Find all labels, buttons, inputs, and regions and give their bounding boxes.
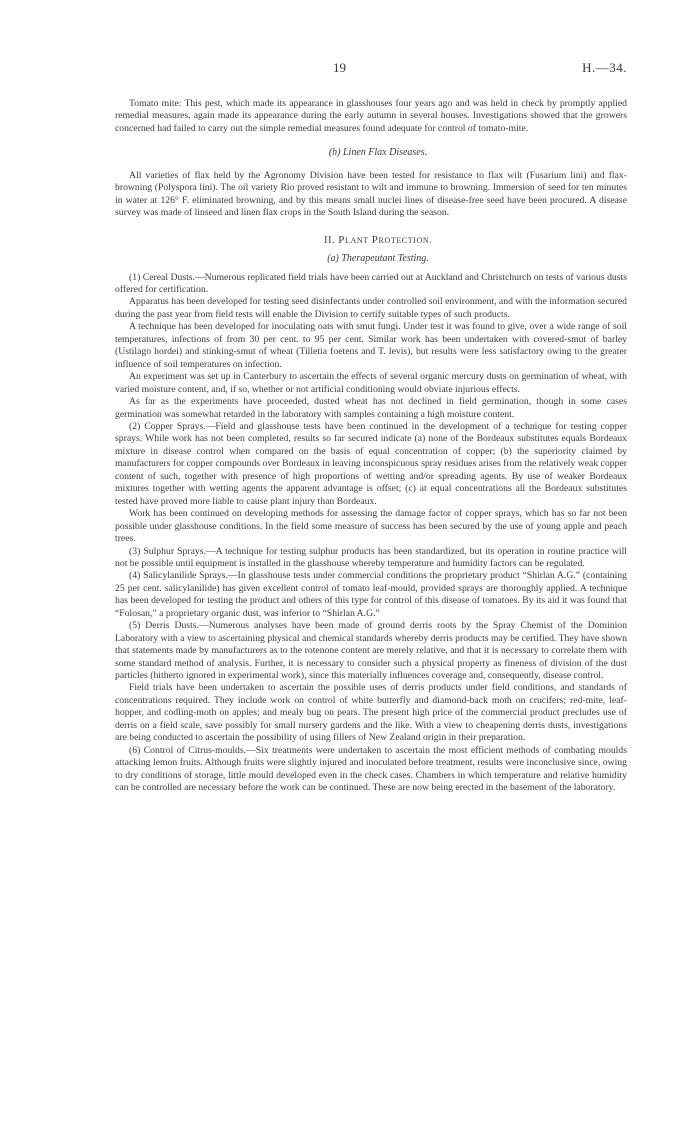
heading-therapeutant-testing: (a) Therapeutant Testing. — [327, 253, 429, 265]
heading-linen-flax-diseases: (h) Linen Flax Diseases. — [328, 147, 428, 159]
heading-numeral: II. — [324, 234, 336, 246]
paragraph-cereal-dusts: (1) Cereal Dusts.—Numerous replicated field trials have been carried out at Auckland and Christchurch on tests of various dusts offered for certification. — [115, 271, 627, 295]
paragraph-canterbury-experiment: An experiment was set up in Canterbury to ascertain the effects of several organic mercury dusts on germination of wheat, with varied moisture content, and, if so, whether or not artificial conditioning would obviate injurious effects. — [115, 371, 627, 395]
document-page — [115, 60, 627, 795]
paragraph-sulphur-sprays: (3) Sulphur Sprays.—A technique for testing sulphur products has been standardized, but its operation in routine practice will not be possible until equipment is installed in the glasshouse whereby temperature and humidity factors can be regulated. — [115, 545, 627, 569]
page-header — [115, 60, 627, 78]
heading-word-lant: LANT — [344, 235, 369, 245]
heading-plant-protection — [115, 234, 627, 247]
paragraph-derris-field-trials: Field trials have been undertaken to ascertain the possible uses of derris products under field conditions, and standards of concentrations required. They include work on control of white butterfly and diamond-back moth on crucifers; red-mite, leaf-hopper, and codling-moth on apples; and mealy bug on pears. The present high price of the commercial product precludes use of derris on a field scale, save possibly for small nursery gardens and the like. With a view to cheapening derris dusts, investigations are being conducted to ascertain the possibility of using fillers of New Zealand origin in their preparation. — [115, 682, 627, 744]
paragraph-smut-technique: A technique has been developed for inoculating oats with smut fungi. Under test it was found to give, over a wide range of soil temperatures, infections of from 30 per cent. to 95 per cent. Similar work has been undertaken with covered-smut of barley (Ustilago hordei) and stinking-smut of wheat (Tilletia foetens and T. levis), but results were less satisfactory owing to the greater influence of soil temperatures on infection. — [115, 321, 627, 370]
heading-word-rotection: ROTECTION. — [378, 235, 432, 245]
heading-letter-p1: P — [338, 233, 345, 246]
paragraph-copper-damage-factor: Work has been continued on developing methods for assessing the damage factor of copper sprays, which has so far not been possible under glasshouse conditions. In the field some measure of success has been secured by the use of young apple and peach trees. — [115, 508, 627, 545]
paragraph-dusted-wheat: As far as the experiments have proceeded, dusted wheat has not declined in field germination, though in some cases germination was somewhat retarded in the laboratory with samples containing a high moisture content. — [115, 396, 627, 420]
paragraph-citrus-moulds: (6) Control of Citrus-moulds.—Six treatments were undertaken to ascertain the most efficient methods of combating moulds attacking lemon fruits. Although fruits were slightly injured and inoculated before treatment, results were inconclusive since, owing to dry conditions of storage, little mould developed even in the check cases. Chambers in which temperature and relative humidity can be controlled are necessary before the work can be continued. These are now being erected in the basement of the laboratory. — [115, 744, 627, 794]
paragraph-derris-dusts: (5) Derris Dusts.—Numerous analyses have been made of ground derris roots by the Spray Chemist of the Dominion Laboratory with a view to ascertaining physical and chemical standards whereby derris products may be certified. They have shown that statements made by manufacturers as to the rotenone content are merely relative, and that it is necessary to correlate them with some standard method of analysis. Further, it is necessary to consider such a physical property as fineness of division of the dust particles (hitherto ignored in experimental work), since this materially influences coverage and, consequently, disease control. — [115, 620, 627, 682]
paragraph-tomato-mite: Tomato mite: This pest, which made its appearance in glasshouses four years ago and was held in check by promptly applied remedial measures, again made its appearance during the early autumn in several houses. Investigations showed that the growers concerned had failed to carry out the simple remedial measures found adequate for control of tomato-mite. — [115, 98, 627, 134]
document-code: H.—34. — [582, 60, 627, 75]
paragraph-copper-sprays: (2) Copper Sprays.—Field and glasshouse tests have been continued in the development of a technique for testing copper sprays. While work has not been completed, results so far secured indicate (a) none of the Bordeaux substitutes equals Bordeaux mixture in disease control when compared on the basis of equal concentration of copper; (b) the superiority claimed by manufacturers for copper compounds over Bordeaux in leaving inconspicuous spray residues arises from the relatively weak copper content of such, together with presence of high proportions of wetting and/or spreading agents. By use of weaker Bordeaux mixtures together with wetting agents the apparent advantage is offset; (c) at equal concentrations all the Bordeaux substitutes tested have proved more liable to cause plant injury than Bordeaux. — [115, 420, 627, 507]
heading-letter-p2: P — [371, 233, 379, 246]
paragraph-salicylanilide-sprays: (4) Salicylanilide Sprays.—In glasshouse tests under commercial conditions the proprietary product “Shirlan A.G.” (containing 25 per cent. salicylanilide) has given excellent control of tomato leaf-mould, provided sprays are thoroughly applied. A technique has been developed for testing the product and others of this type for control of this disease of tomatoes. By its aid it was found that “Folosan,” a proprietary organic dust, was inferior to “Shirlan A.G.” — [115, 570, 627, 619]
paragraph-apparatus: Apparatus has been developed for testing seed disinfectants under controlled soil environment, and with the information secured during the past year from field tests will enable the Division to certify suitable types of such products. — [115, 296, 627, 320]
page-number: 19 — [333, 60, 346, 75]
document-body — [115, 98, 627, 795]
paragraph-linen-flax: All varieties of flax held by the Agronomy Division have been tested for resistance to flax wilt (Fusarium lini) and flax-browning (Polyspora lini). The oil variety Rio proved resistant to wilt and immune to browning. Immersion of seed for ten minutes in water at 126° F. eliminated browning, and by this means small nuclei lines of disease-free seed have been procured. A disease survey was made of linseed and linen flax crops in the South Island during the season. — [115, 169, 627, 219]
